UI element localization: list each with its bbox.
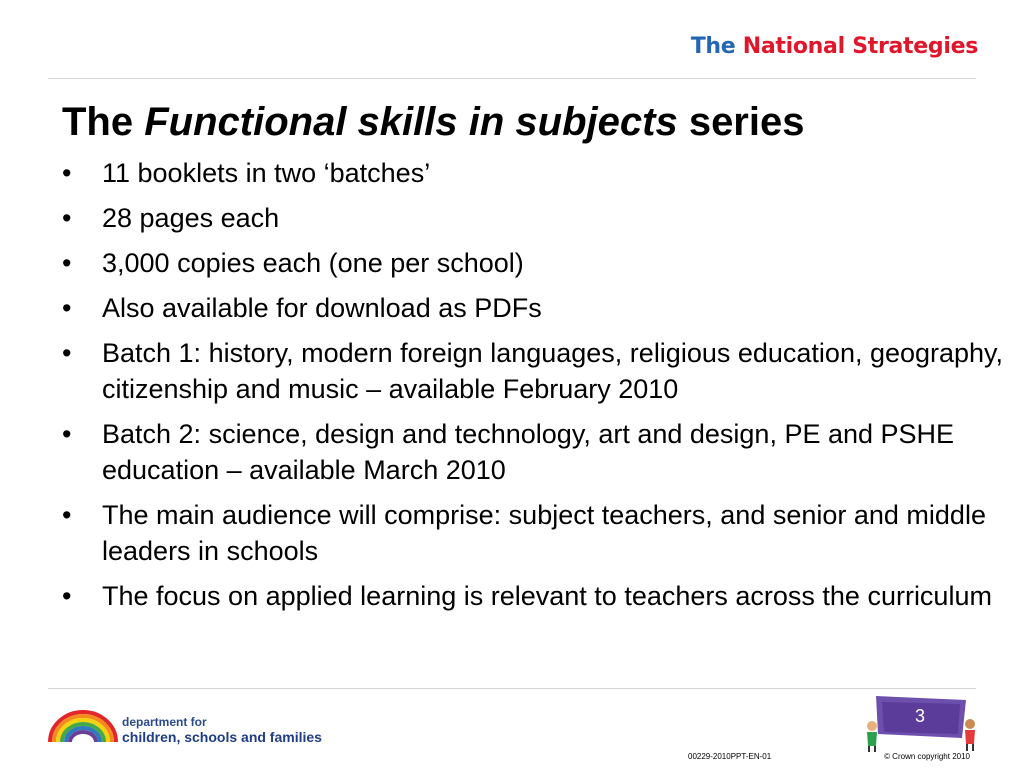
bullet-dot: •: [62, 248, 72, 278]
dept-line-1: department for: [122, 715, 207, 729]
title-suffix: series: [677, 100, 805, 144]
bullet-text: 3,000 copies each (one per school): [102, 248, 524, 278]
bullet-dot: •: [62, 293, 72, 323]
bullet-list: [62, 155, 1022, 623]
title-italic: Functional skills in subjects: [144, 100, 678, 144]
bullet-item: [62, 200, 1022, 236]
bullet-item: [62, 335, 1022, 407]
copyright-notice: © Crown copyright 2010: [884, 752, 970, 761]
bullet-dot: •: [62, 158, 72, 188]
bullet-dot: •: [62, 203, 72, 233]
brand-name: National Strategies: [742, 34, 978, 59]
bullet-dot: •: [62, 500, 72, 530]
bullet-item: [62, 497, 1022, 569]
bullet-text: The main audience will comprise: subject teachers, and senior and middle leaders in schools: [102, 500, 986, 566]
bullet-text: 11 booklets in two ‘batches’: [102, 158, 431, 188]
bullet-dot: •: [62, 338, 72, 368]
top-divider: [48, 78, 976, 79]
national-strategies-logo: [691, 34, 978, 59]
brand-the: The: [690, 34, 736, 59]
document-code: 00229-2010PPT-EN-01: [688, 752, 772, 761]
bullet-item: [62, 290, 1022, 326]
bullet-text: Batch 1: history, modern foreign languages, religious education, geography, citizenship and music – available February 2010: [102, 338, 1004, 404]
bullet-item: [62, 578, 1022, 614]
slide-title: [62, 100, 804, 144]
bullet-dot: •: [62, 581, 72, 611]
title-prefix: The: [62, 100, 145, 144]
dcsf-department-name: [122, 715, 322, 745]
bullet-text: 28 pages each: [102, 203, 280, 233]
dept-line-2: children, schools and families: [122, 729, 322, 745]
bullet-text: The focus on applied learning is relevant to teachers across the curriculum: [102, 581, 992, 611]
bullet-item: [62, 155, 1022, 191]
bullet-text: Batch 2: science, design and technology, art and design, PE and PSHE education – available March 2010: [102, 419, 955, 485]
bullet-dot: •: [62, 419, 72, 449]
bottom-divider: [48, 688, 976, 689]
page-number: 3: [914, 706, 925, 726]
bullet-item: [62, 416, 1022, 488]
bullet-text: Also available for download as PDFs: [102, 293, 542, 323]
bullet-item: [62, 245, 1022, 281]
